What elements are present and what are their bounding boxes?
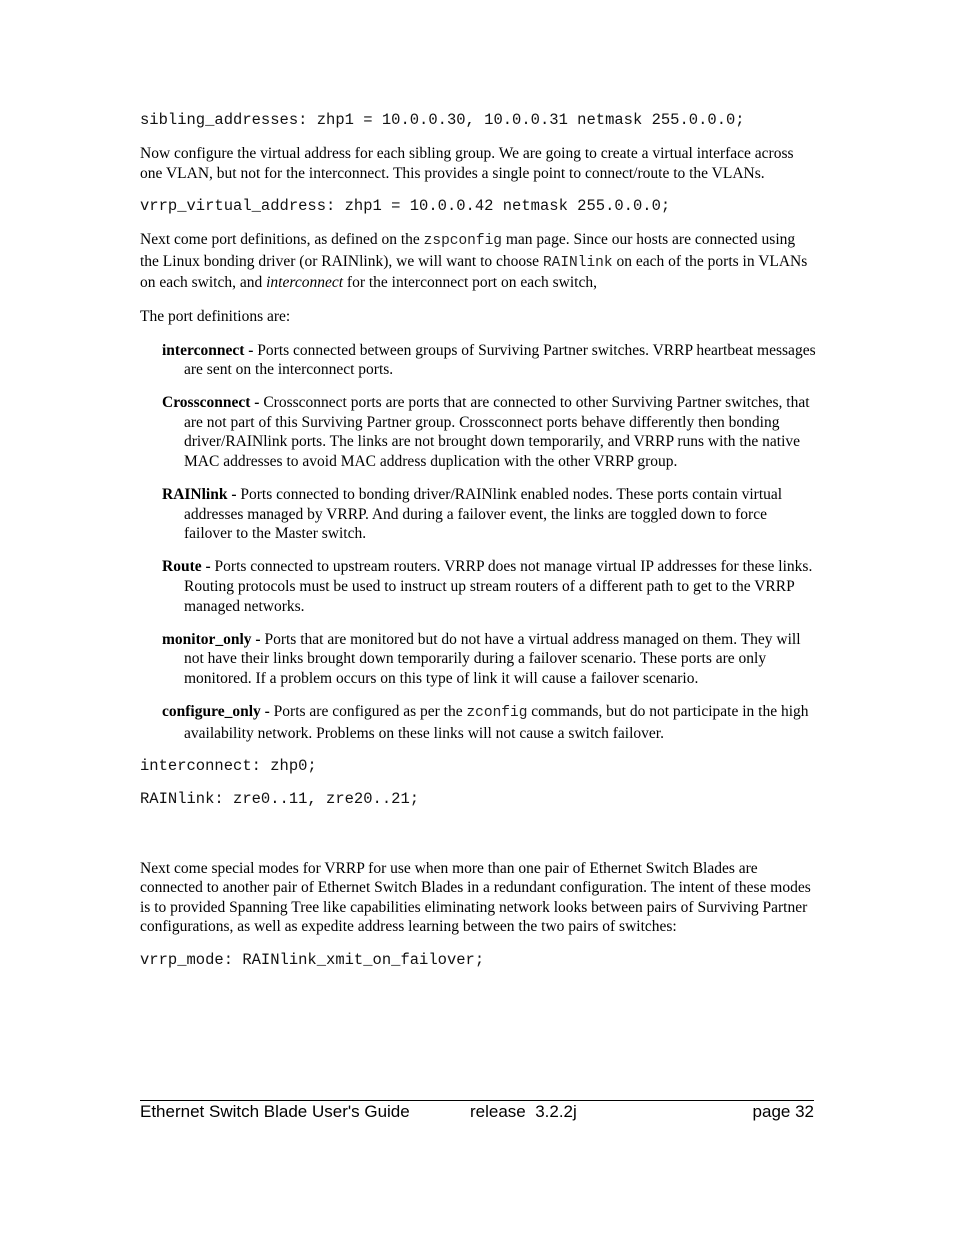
definition-term: monitor_only - xyxy=(162,630,261,648)
definition-term: configure_only - xyxy=(162,702,270,720)
code-interconnect: interconnect: zhp0; xyxy=(140,756,317,775)
definition-term: Crossconnect - xyxy=(162,394,260,412)
page-footer xyxy=(140,1100,814,1127)
definition-term: interconnect - xyxy=(162,341,254,359)
paragraph-special-modes: Next come special modes for VRRP for use when more than one pair of Ethernet Switch Blades are connected to another pair of Ethernet Switch Blades in a redundant configuration. The intent of these modes is to provided Spanning Tree like capabilities eliminating network looks between pairs of Surviving Partner configurations, as well as expedite address learning between the two pairs of switches: xyxy=(140,859,811,936)
interconnect-italic: interconnect xyxy=(266,274,344,292)
definition-interconnect xyxy=(162,341,816,380)
paragraph-virtual-address: Now configure the virtual address for each sibling group. We are going to create a virtual interface across one VLAN, but not for the interconnect. This provides a single point to connect/route to the VLANs. xyxy=(140,145,794,182)
definition-text: Crossconnect ports are ports that are connected to other Surviving Partner switches, that are not part of this Surviving Partner group. Crossconnect ports behave differently then bonding driver/RAINlink ports. The links are not brought down temporarily, and VRRP runs with the native MAC addresses to avoid MAC address duplication with the other VRRP group. xyxy=(184,394,810,471)
definition-rainlink xyxy=(162,485,816,544)
definition-term: RAINlink - xyxy=(162,486,237,504)
definition-text: Ports connected between groups of Surviving Partner switches. VRRP heartbeat messages are sent on the interconnect ports. xyxy=(184,341,816,379)
paragraph-port-definitions-label: The port definitions are: xyxy=(140,307,291,325)
paragraph-port-definitions-intro: Next come port definitions, as defined on the zspconfig man page. Since our hosts are connected using the Linux bonding driver (or RAINlink), we will want to choose RAINlink on each of the ports in VLANs on each switch, and interconnect for the interconnect port on each switch, xyxy=(140,231,808,292)
page-body xyxy=(140,111,816,984)
footer-title: Ethernet Switch Blade User's Guide xyxy=(140,1102,410,1121)
code-vrrp-mode: vrrp_mode: RAINlink_xmit_on_failover; xyxy=(140,951,485,970)
code-rainlink: RAINlink: zre0..11, zre20..21; xyxy=(140,789,420,808)
rainlink-keyword: RAINlink xyxy=(542,254,613,271)
zconfig-command: zconfig xyxy=(466,704,528,721)
definition-crossconnect xyxy=(162,393,816,471)
definition-configure-only: configure_only - Ports are configured as per the zconfig commands, but do not participate in the high availability network. Problems on these links will not cause a switch failover. xyxy=(162,702,809,742)
definitions-list xyxy=(140,341,816,744)
definition-monitor-only xyxy=(162,630,816,689)
definition-route xyxy=(162,557,816,616)
definition-text: Ports connected to upstream routers. VRRP does not manage virtual IP addresses for these links. Routing protocols must be used to instruct up stream routers of a different path to get to the VRRP managed networks. xyxy=(184,558,813,615)
zspconfig-command: zspconfig xyxy=(423,233,502,250)
definition-text: Ports that are monitored but do not have a virtual address managed on them. They will not have their links brought down temporarily during a failover scenario. These ports are only monitored. If a problem occurs on this type of link it will cause a failover scenario. xyxy=(184,630,801,687)
code-sibling-addresses: sibling_addresses: zhp1 = 10.0.0.30, 10.0.0.31 netmask 255.0.0.0; xyxy=(140,111,745,129)
spacer xyxy=(140,823,816,859)
definition-term: Route - xyxy=(162,558,211,576)
code-vrrp-virtual-address: vrrp_virtual_address: zhp1 = 10.0.0.42 netmask 255.0.0.0; xyxy=(140,197,671,216)
footer-page-number: page 32 xyxy=(752,1102,814,1121)
definition-text: Ports connected to bonding driver/RAINlink enabled nodes. These ports contain virtual addresses managed by VRRP. And during a failover event, the links are toggled down to force failover to the Master switch. xyxy=(184,486,783,543)
footer-release: release 3.2.2j xyxy=(470,1102,577,1121)
